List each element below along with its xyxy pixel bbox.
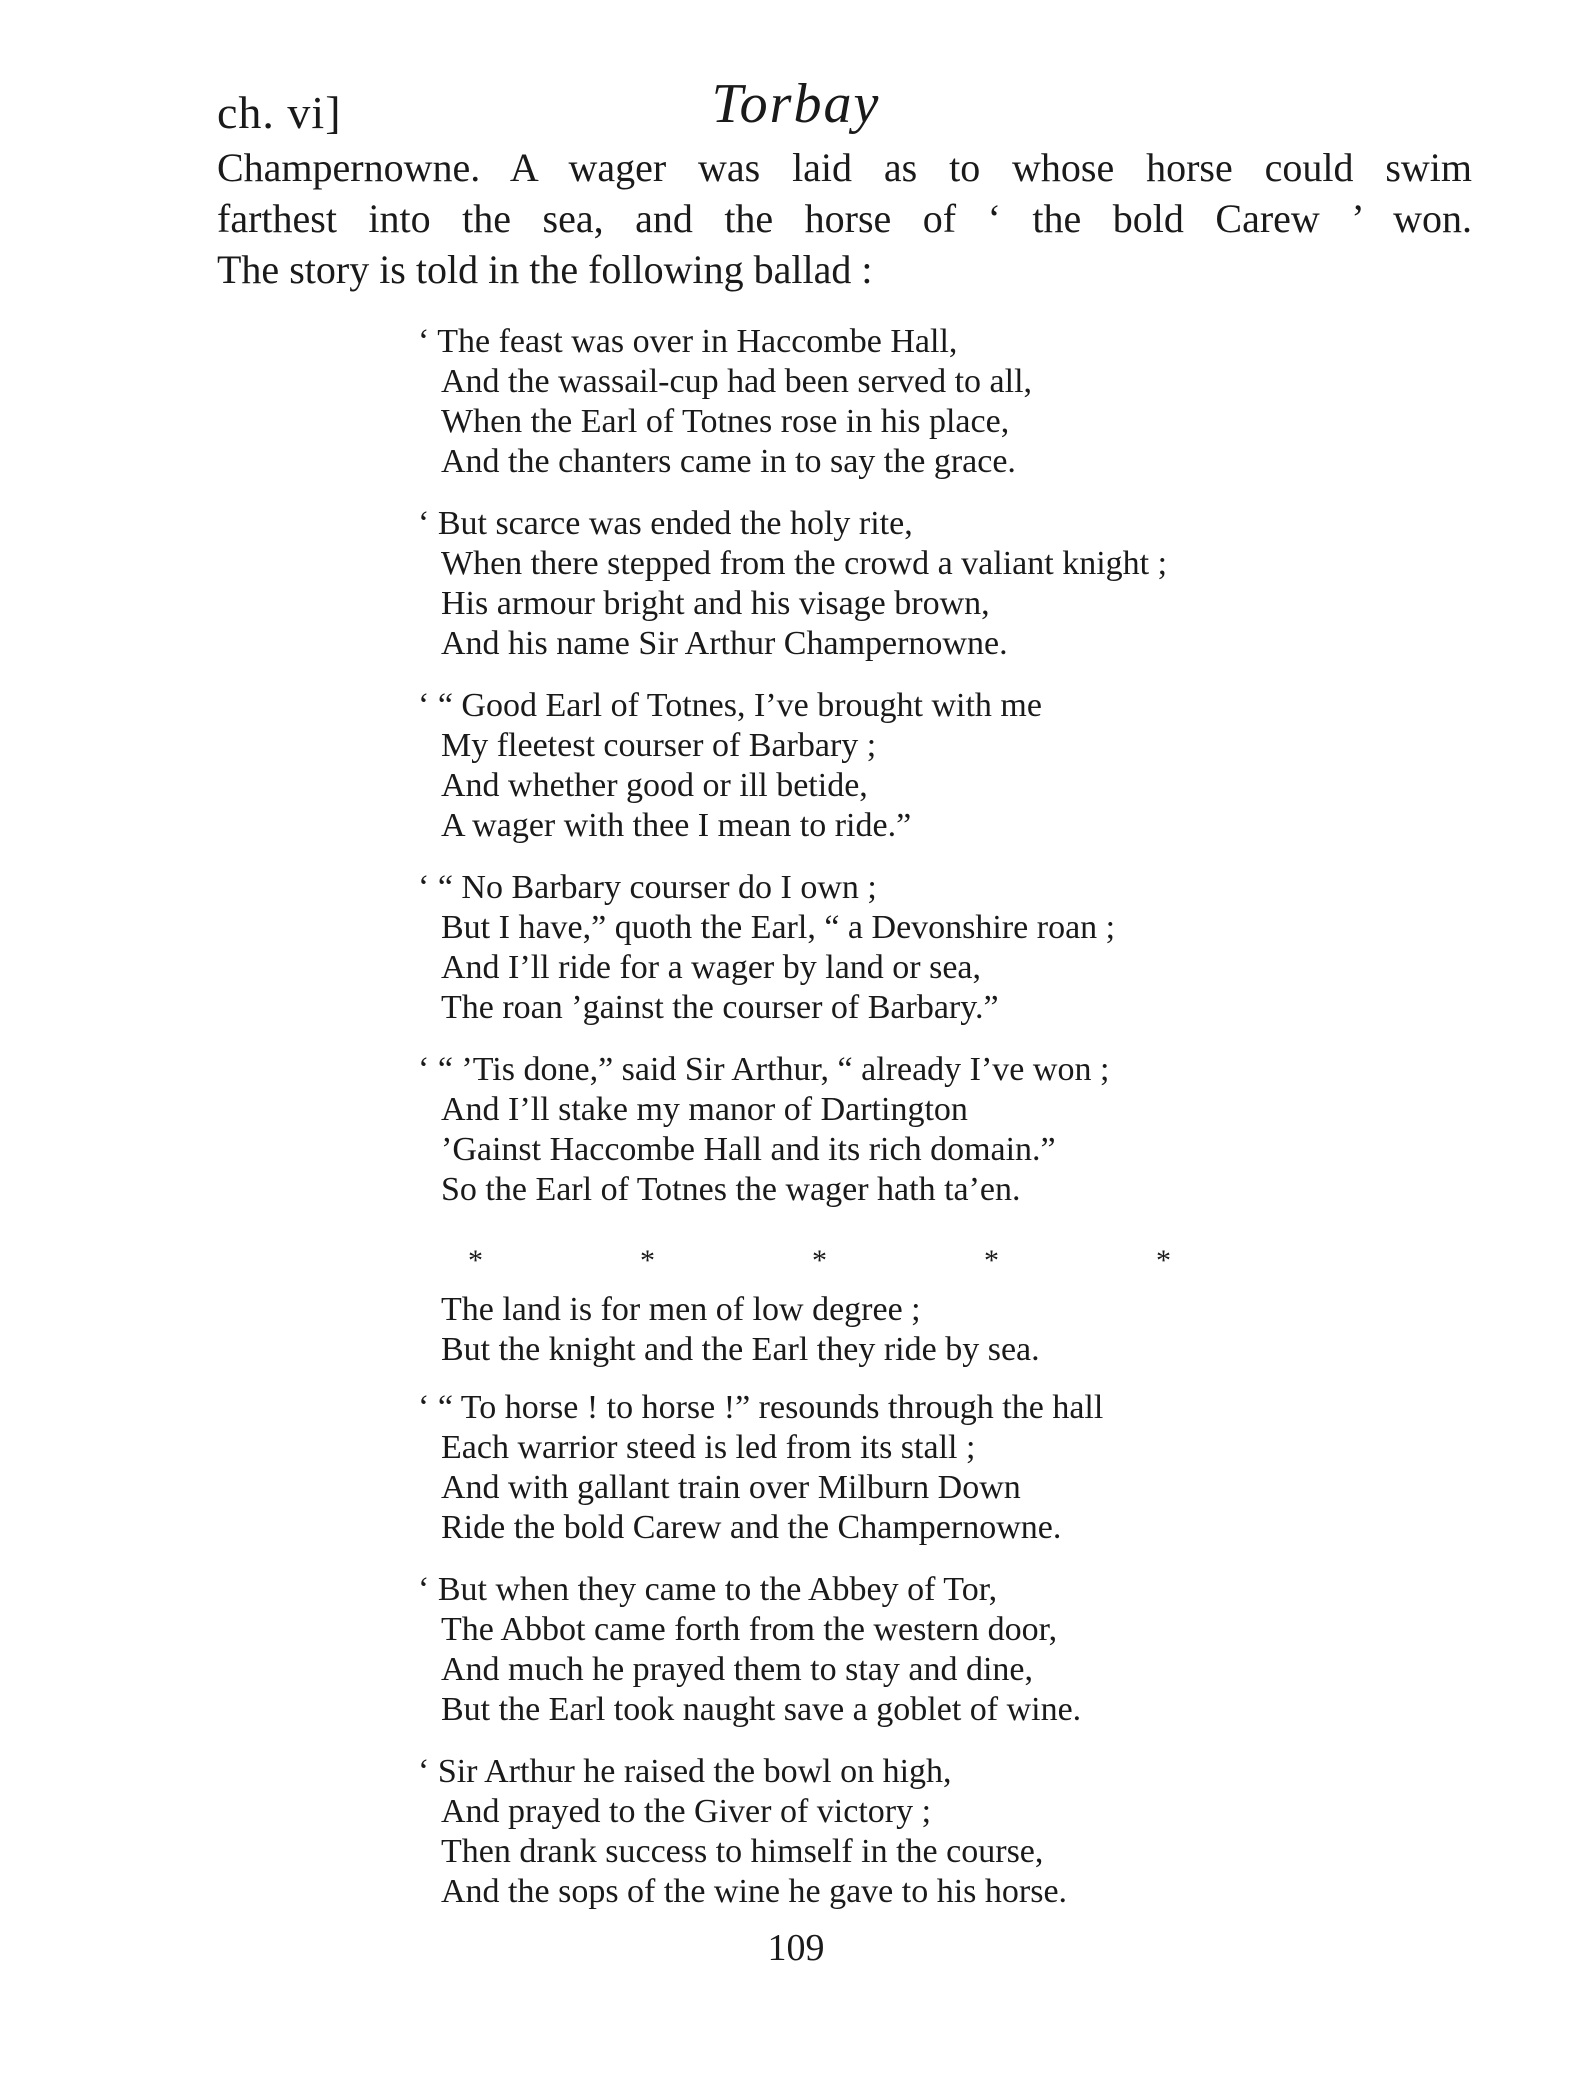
verse-line: But I have,” quoth the Earl, “ a Devonshire roan ; (441, 909, 1116, 946)
verse-line: ‘ But when they came to the Abbey of Tor, (418, 1571, 998, 1608)
verse-line: And whether good or ill betide, (441, 767, 868, 804)
verse-line: His armour bright and his visage brown, (441, 585, 990, 622)
verse-line: ‘ Sir Arthur he raised the bowl on high, (418, 1753, 952, 1790)
stanza (418, 322, 1032, 482)
verse-line: ’Gainst Haccombe Hall and its rich domain.” (441, 1131, 1056, 1168)
stanza (418, 1050, 1109, 1210)
verse-line: ‘ “ To horse ! to horse !” resounds through the hall (418, 1389, 1104, 1426)
asterisk: * (640, 1244, 655, 1277)
stanza (418, 868, 1115, 1028)
verse-line: ‘ “ No Barbary courser do I own ; (418, 869, 877, 906)
verse-line: So the Earl of Totnes the wager hath ta’en. (441, 1171, 1021, 1208)
prose-paragraph (217, 142, 1472, 295)
verse-line: The roan ’gainst the courser of Barbary.” (441, 989, 999, 1026)
verse-line: Ride the bold Carew and the Champernowne. (441, 1509, 1062, 1546)
verse-line: ‘ But scarce was ended the holy rite, (418, 505, 913, 542)
verse-line: When there stepped from the crowd a valiant knight ; (441, 545, 1168, 582)
verse-line: When the Earl of Totnes rose in his place, (441, 403, 1010, 440)
stanza (418, 1388, 1103, 1548)
verse-line: The land is for men of low degree ; (441, 1291, 921, 1328)
verse-line: And I’ll ride for a wager by land or sea, (441, 949, 982, 986)
asterisk: * (468, 1244, 483, 1277)
verse-line: ‘ “ ’Tis done,” said Sir Arthur, “ already I’ve won ; (418, 1051, 1110, 1088)
verse-line: And the wassail-cup had been served to all, (441, 363, 1033, 400)
verse-line: And his name Sir Arthur Champernowne. (441, 625, 1008, 662)
chapter-marker: ch. vi] (217, 87, 342, 138)
verse-line: But the Earl took naught save a goblet of wine. (441, 1691, 1082, 1728)
verse-line: But the knight and the Earl they ride by sea. (441, 1331, 1040, 1368)
verse-line: And much he prayed them to stay and dine, (441, 1651, 1034, 1688)
verse-line: Each warrior steed is led from its stall ; (441, 1429, 976, 1466)
stanza (418, 1752, 1067, 1912)
verse-line: Then drank success to himself in the course, (441, 1833, 1044, 1870)
page-number: 109 (767, 1927, 825, 1969)
asterisk: * (984, 1244, 999, 1277)
verse-line: And with gallant train over Milburn Down (441, 1469, 1021, 1506)
asterisk: * (812, 1244, 827, 1277)
stanza (418, 686, 1042, 846)
verse-line: The Abbot came forth from the western door, (441, 1611, 1058, 1648)
stanza (418, 1570, 1081, 1730)
stanza (418, 504, 1167, 664)
verse-line: ‘ The feast was over in Haccombe Hall, (418, 323, 958, 360)
verse-line: And prayed to the Giver of victory ; (441, 1793, 932, 1830)
prose-line: farthest into the sea, and the horse of ‘ the bold Carew ’ won. (217, 196, 1472, 241)
verse-line: ‘ “ Good Earl of Totnes, I’ve brought with me (418, 687, 1042, 724)
stanza (418, 1290, 1040, 1370)
verse-line: And the sops of the wine he gave to his horse. (441, 1873, 1068, 1910)
running-title: Torbay (711, 73, 881, 135)
section-break-asterisks (468, 1244, 1328, 1278)
verse-line: And the chanters came in to say the grace. (441, 443, 1016, 480)
verse-line: And I’ll stake my manor of Dartington (441, 1091, 968, 1128)
verse-line: A wager with thee I mean to ride.” (441, 807, 912, 844)
asterisk: * (1156, 1244, 1171, 1277)
verse-line: My fleetest courser of Barbary ; (441, 727, 877, 764)
prose-line: Champernowne. A wager was laid as to whose horse could swim (217, 145, 1472, 190)
prose-line: The story is told in the following ballad : (217, 247, 873, 292)
